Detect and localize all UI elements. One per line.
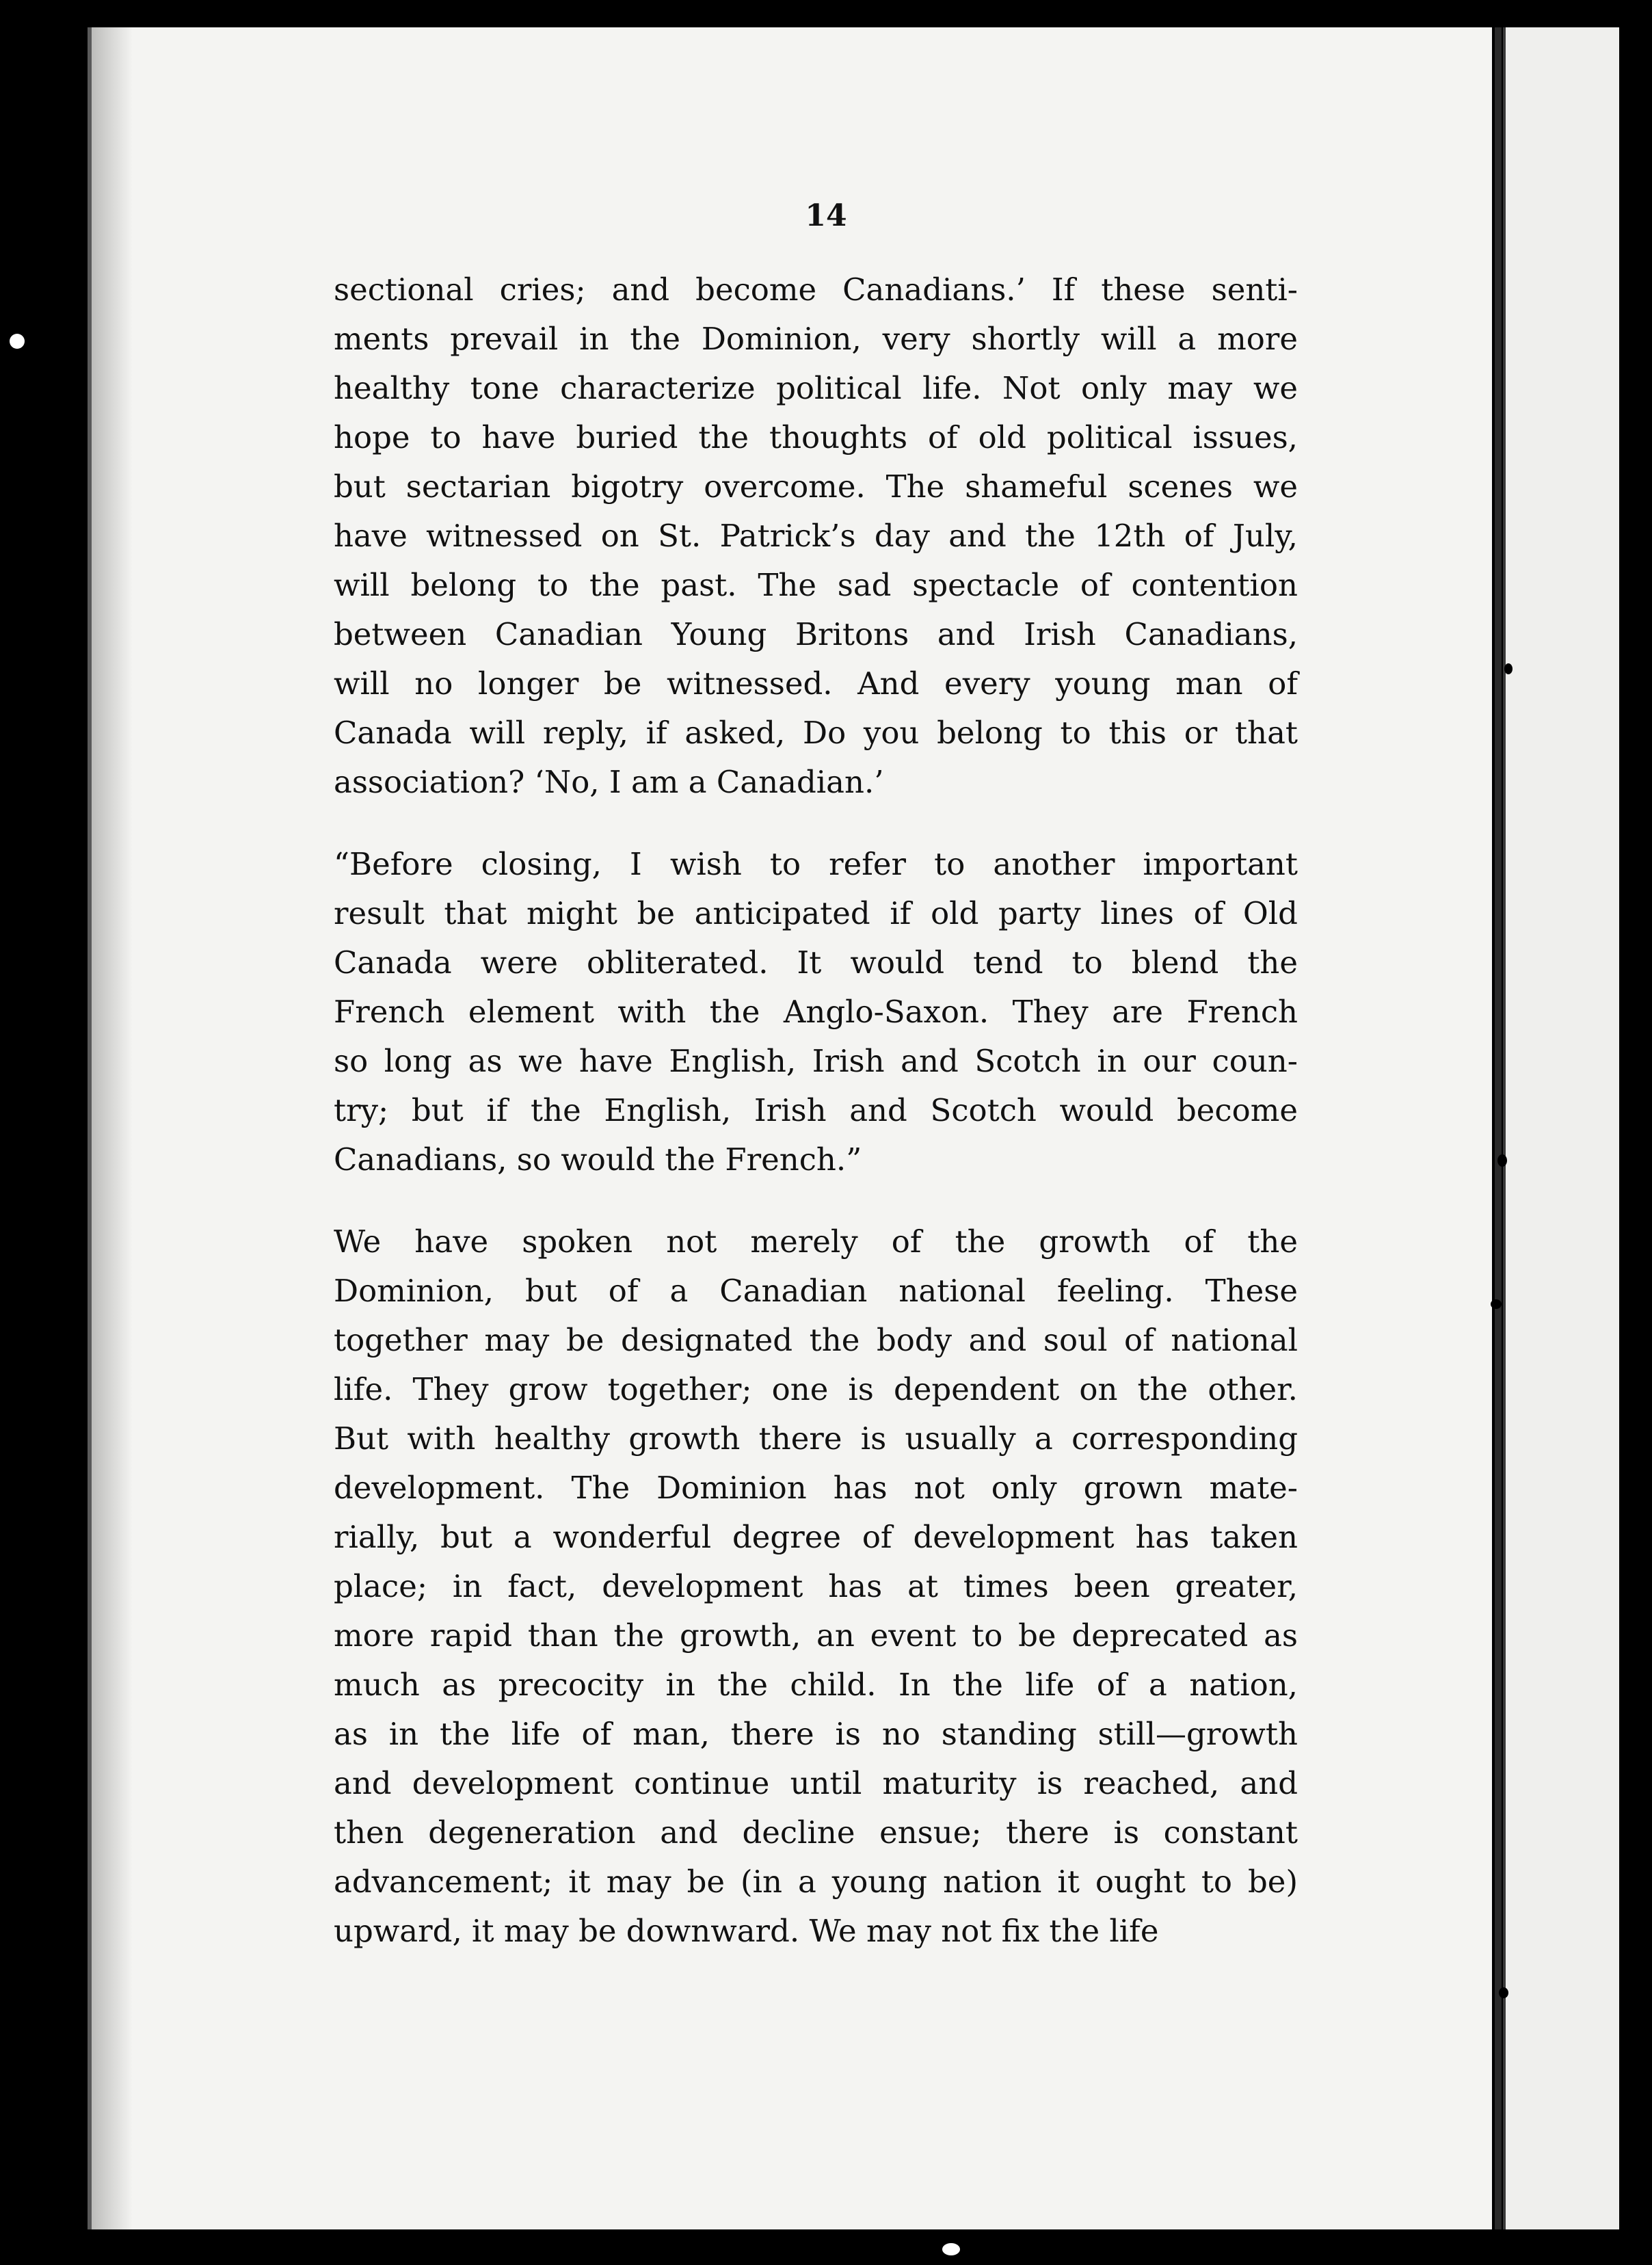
text-line: development. The Dominion has not only grown mate- xyxy=(334,1470,1298,1506)
text-line: association? ‘No, I am a Canadian.’ xyxy=(334,764,884,800)
scan-speck xyxy=(10,334,25,349)
scan-speck xyxy=(1497,1154,1507,1167)
text-line: rially, but a wonderful degree of development has taken xyxy=(334,1519,1298,1555)
text-line: as in the life of man, there is no standing still—growth xyxy=(334,1716,1298,1752)
facing-page-edge xyxy=(1503,27,1619,2229)
text-line: “Before closing, I wish to refer to another important xyxy=(334,846,1298,882)
text-line: advancement; it may be (in a young nation it ought to be) xyxy=(334,1864,1298,1900)
paragraph-gap xyxy=(334,807,1298,840)
text-line: Canadians, so would the French.” xyxy=(334,1141,862,1178)
text-line: result that might be anticipated if old party lines of Old xyxy=(334,895,1298,931)
paragraph xyxy=(334,265,1298,807)
text-line: hope to have buried the thoughts of old political issues, xyxy=(334,419,1298,455)
text-line: Canada will reply, if asked, Do you belong to this or that xyxy=(334,715,1298,751)
spine-edge xyxy=(1495,27,1502,2229)
text-line: so long as we have English, Irish and Scotch in our coun- xyxy=(334,1043,1298,1079)
text-line: will no longer be witnessed. And every young man of xyxy=(334,665,1298,702)
paragraph xyxy=(334,840,1298,1184)
text-line: much as precocity in the child. In the life of a nation, xyxy=(334,1667,1298,1703)
body-text xyxy=(334,265,1298,1956)
text-line: will belong to the past. The sad spectacle of contention xyxy=(334,567,1298,603)
text-line: between Canadian Young Britons and Irish Canadians, xyxy=(334,616,1298,652)
text-line: then degeneration and decline ensue; there is constant xyxy=(334,1814,1298,1851)
text-line: have witnessed on St. Patrick’s day and the 12th of July, xyxy=(334,518,1298,554)
text-line: but sectarian bigotry overcome. The shameful scenes we xyxy=(334,468,1298,505)
page-gutter-shadow xyxy=(92,27,133,2229)
text-line: Canada were obliterated. It would tend to blend the xyxy=(334,944,1298,981)
text-line: healthy tone characterize political life. Not only may we xyxy=(334,370,1298,406)
text-line: more rapid than the growth, an event to be deprecated as xyxy=(334,1617,1298,1654)
scan-speck xyxy=(1491,1299,1502,1309)
scan-speck xyxy=(942,2243,960,2255)
text-line: sectional cries; and become Canadians.’ If these senti- xyxy=(334,271,1298,308)
text-line: French element with the Anglo-Saxon. They are French xyxy=(334,994,1298,1030)
text-line: life. They grow together; one is dependent on the other. xyxy=(334,1371,1298,1407)
page-number: 14 xyxy=(805,198,847,233)
text-line: We have spoken not merely of the growth of the xyxy=(334,1223,1298,1260)
scan-speck xyxy=(1499,1987,1508,1998)
text-line: together may be designated the body and soul of national xyxy=(334,1322,1298,1358)
paragraph xyxy=(334,1217,1298,1956)
text-line: ments prevail in the Dominion, very shortly will a more xyxy=(334,321,1298,357)
paragraph-gap xyxy=(334,1184,1298,1217)
text-line: place; in fact, development has at times been greater, xyxy=(334,1568,1298,1604)
scan-speck xyxy=(1504,663,1513,674)
text-line: But with healthy growth there is usually a corresponding xyxy=(334,1420,1298,1457)
text-line: and development continue until maturity is reached, and xyxy=(334,1765,1298,1801)
text-line: try; but if the English, Irish and Scotch would become xyxy=(334,1092,1298,1128)
text-line: Dominion, but of a Canadian national feeling. These xyxy=(334,1273,1298,1309)
text-line: upward, it may be downward. We may not fix the life xyxy=(334,1913,1159,1949)
